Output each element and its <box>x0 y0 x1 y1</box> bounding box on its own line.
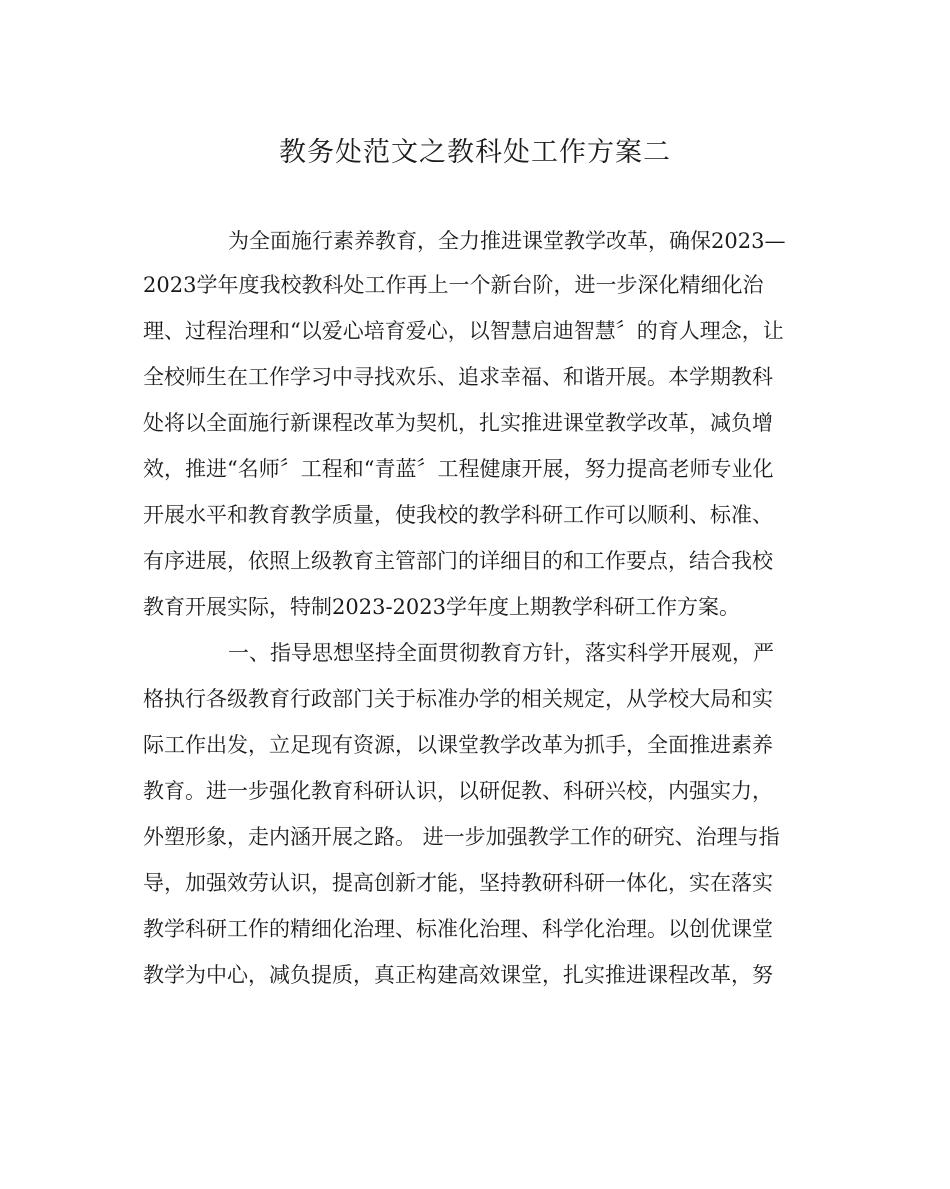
paragraph-2-line-7: 教学科研工作的精细化治理、标准化治理、科学化治理。以创优课堂 <box>143 917 773 941</box>
paragraph-2-line-1: 一、指导思想坚持全面贯彻教育方针，落实科学开展观，严 <box>228 641 774 665</box>
paragraph-1-line-1: 为全面施行素养教育，全力推进课堂教学改革，确保2023— <box>228 229 786 253</box>
paragraph-1-line-5: 处将以全面施行新课程改革为契机，扎实推进课堂教学改革，减负增 <box>143 411 773 435</box>
paragraph-1-line-7: 开展水平和教育教学质量，使我校的教学科研工作可以顺利、标准、 <box>143 503 773 527</box>
paragraph-2-line-5: 外塑形象，走内涵开展之路。 进一步加强教学工作的研究、治理与指 <box>143 825 780 849</box>
paragraph-1-line-9: 教育开展实际，特制2023-2023学年度上期教学科研工作方案。 <box>143 595 740 619</box>
paragraph-2-line-6: 导，加强效劳认识，提高创新才能，坚持教研科研一体化，实在落实 <box>143 871 773 895</box>
paragraph-1-line-2: 2023学年度我校教科处工作再上一个新台阶，进一步深化精细化治 <box>143 273 764 297</box>
paragraph-2-line-4: 教育。进一步强化教育科研认识，以研促教、科研兴校，内强实力， <box>143 779 773 803</box>
paragraph-1-line-6: 效，推进“名师〞工程和“青蓝〞工程健康开展，努力提高老师专业化 <box>143 457 774 481</box>
paragraph-2-line-8: 教学为中心，减负提质，真正构建高效课堂，扎实推进课程改革，努 <box>143 963 773 987</box>
paragraph-1-line-3: 理、过程治理和“以爱心培育爱心，以智慧启迪智慧〞的育人理念，让 <box>143 319 784 343</box>
paragraph-2-line-3: 际工作出发，立足现有资源，以课堂教学改革为抓手，全面推进素养 <box>143 733 773 757</box>
paragraph-1-line-8: 有序进展，依照上级教育主管部门的详细目的和工作要点，结合我校 <box>143 549 773 573</box>
paragraph-2-line-2: 格执行各级教育行政部门关于标准办学的相关规定，从学校大局和实 <box>143 687 773 711</box>
paragraph-1-line-4: 全校师生在工作学习中寻找欢乐、追求幸福、和谐开展。本学期教科 <box>143 365 773 389</box>
document-title: 教务处范文之教科处工作方案二 <box>279 137 671 168</box>
